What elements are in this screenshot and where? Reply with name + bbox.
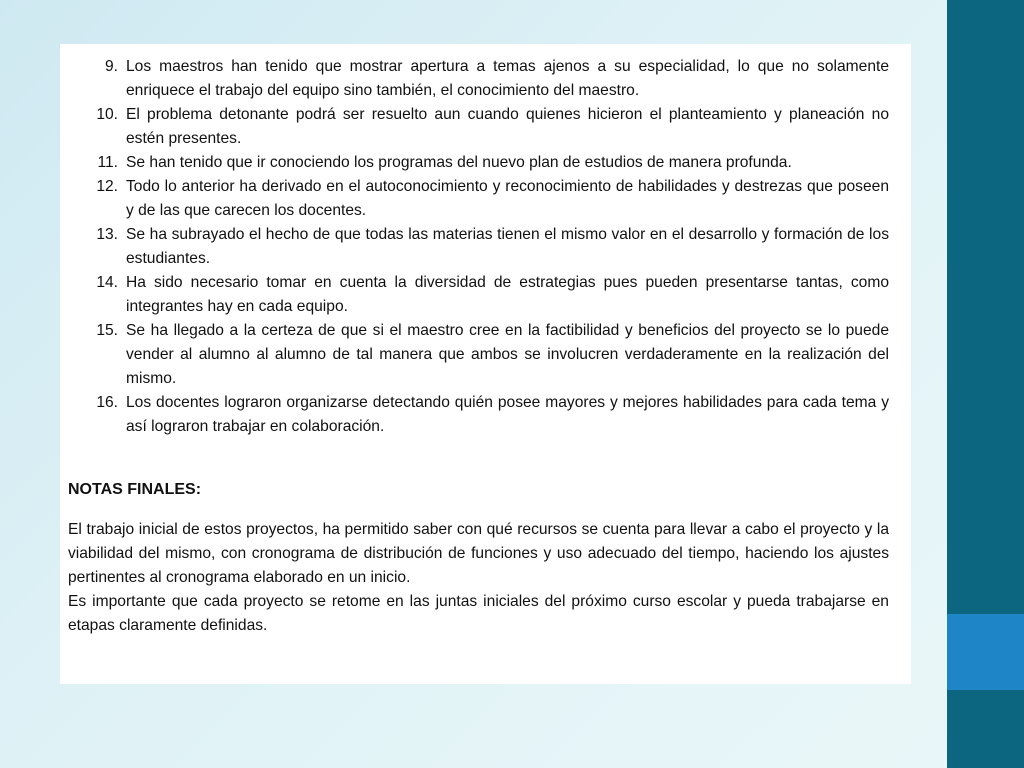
section-paragraph: El trabajo inicial de estos proyectos, ha permitido saber con qué recursos se cuenta para llevar a cabo el proyecto y la viabilidad del mismo, con cronograma de distribución de funciones y uso adecuado del tiempo, haciendo los ajustes pertinentes al cronograma elaborado en un inicio. <box>68 521 889 586</box>
list-item-number: 12. <box>96 178 118 195</box>
list-item-text: Se han tenido que ir conociendo los programas del nuevo plan de estudios de manera profunda. <box>126 154 792 171</box>
list-item-number: 13. <box>96 226 118 243</box>
list-item-text: Se ha subrayado el hecho de que todas las materias tienen el mismo valor en el desarrollo y formación de los estudiantes. <box>126 226 889 267</box>
list-item-text: Los docentes lograron organizarse detectando quién posee mayores y mejores habilidades para cada tema y así lograron trabajar en colaboración. <box>126 394 889 435</box>
list-item-text: Los maestros han tenido que mostrar apertura a temas ajenos a su especialidad, lo que no solamente enriquece el trabajo del equipo sino también, el conocimiento del maestro. <box>126 58 889 99</box>
list-item <box>68 103 889 151</box>
list-item-number: 14. <box>96 274 118 291</box>
list-item-number: 11. <box>97 154 118 171</box>
list-item <box>68 151 889 175</box>
list-item-number: 10. <box>96 106 118 123</box>
list-item-number: 16. <box>96 394 118 411</box>
list-item <box>68 391 889 439</box>
list-item <box>68 319 889 391</box>
list-item-number: 15. <box>96 322 118 339</box>
list-item <box>68 223 889 271</box>
list-item-text: Todo lo anterior ha derivado en el autoconocimiento y reconocimiento de habilidades y destrezas que poseen y de las que carecen los docentes. <box>126 178 889 219</box>
numbered-list <box>68 55 889 439</box>
list-item <box>68 55 889 103</box>
list-item-text: El problema detonante podrá ser resuelto aun cuando quienes hicieron el planteamiento y planeación no estén presentes. <box>126 106 889 147</box>
list-item <box>68 271 889 319</box>
section-paragraph: Es importante que cada proyecto se retome en las juntas iniciales del próximo curso escolar y pueda trabajarse en etapas claramente definidas. <box>68 593 889 634</box>
list-item-number: 9. <box>104 58 118 75</box>
list-item <box>68 175 889 223</box>
right-accent-block <box>947 614 1024 690</box>
document-page <box>60 44 911 684</box>
section-title: NOTAS FINALES: <box>68 481 202 498</box>
list-item-text: Se ha llegado a la certeza de que si el maestro cree en la factibilidad y beneficios del proyecto se lo puede vender al alumno al alumno de tal manera que ambos se involucren verdaderamente en la realización del mismo. <box>126 322 889 387</box>
list-item-text: Ha sido necesario tomar en cuenta la diversidad de estrategias pues pueden presentarse tantas, como integrantes hay en cada equipo. <box>126 274 889 315</box>
